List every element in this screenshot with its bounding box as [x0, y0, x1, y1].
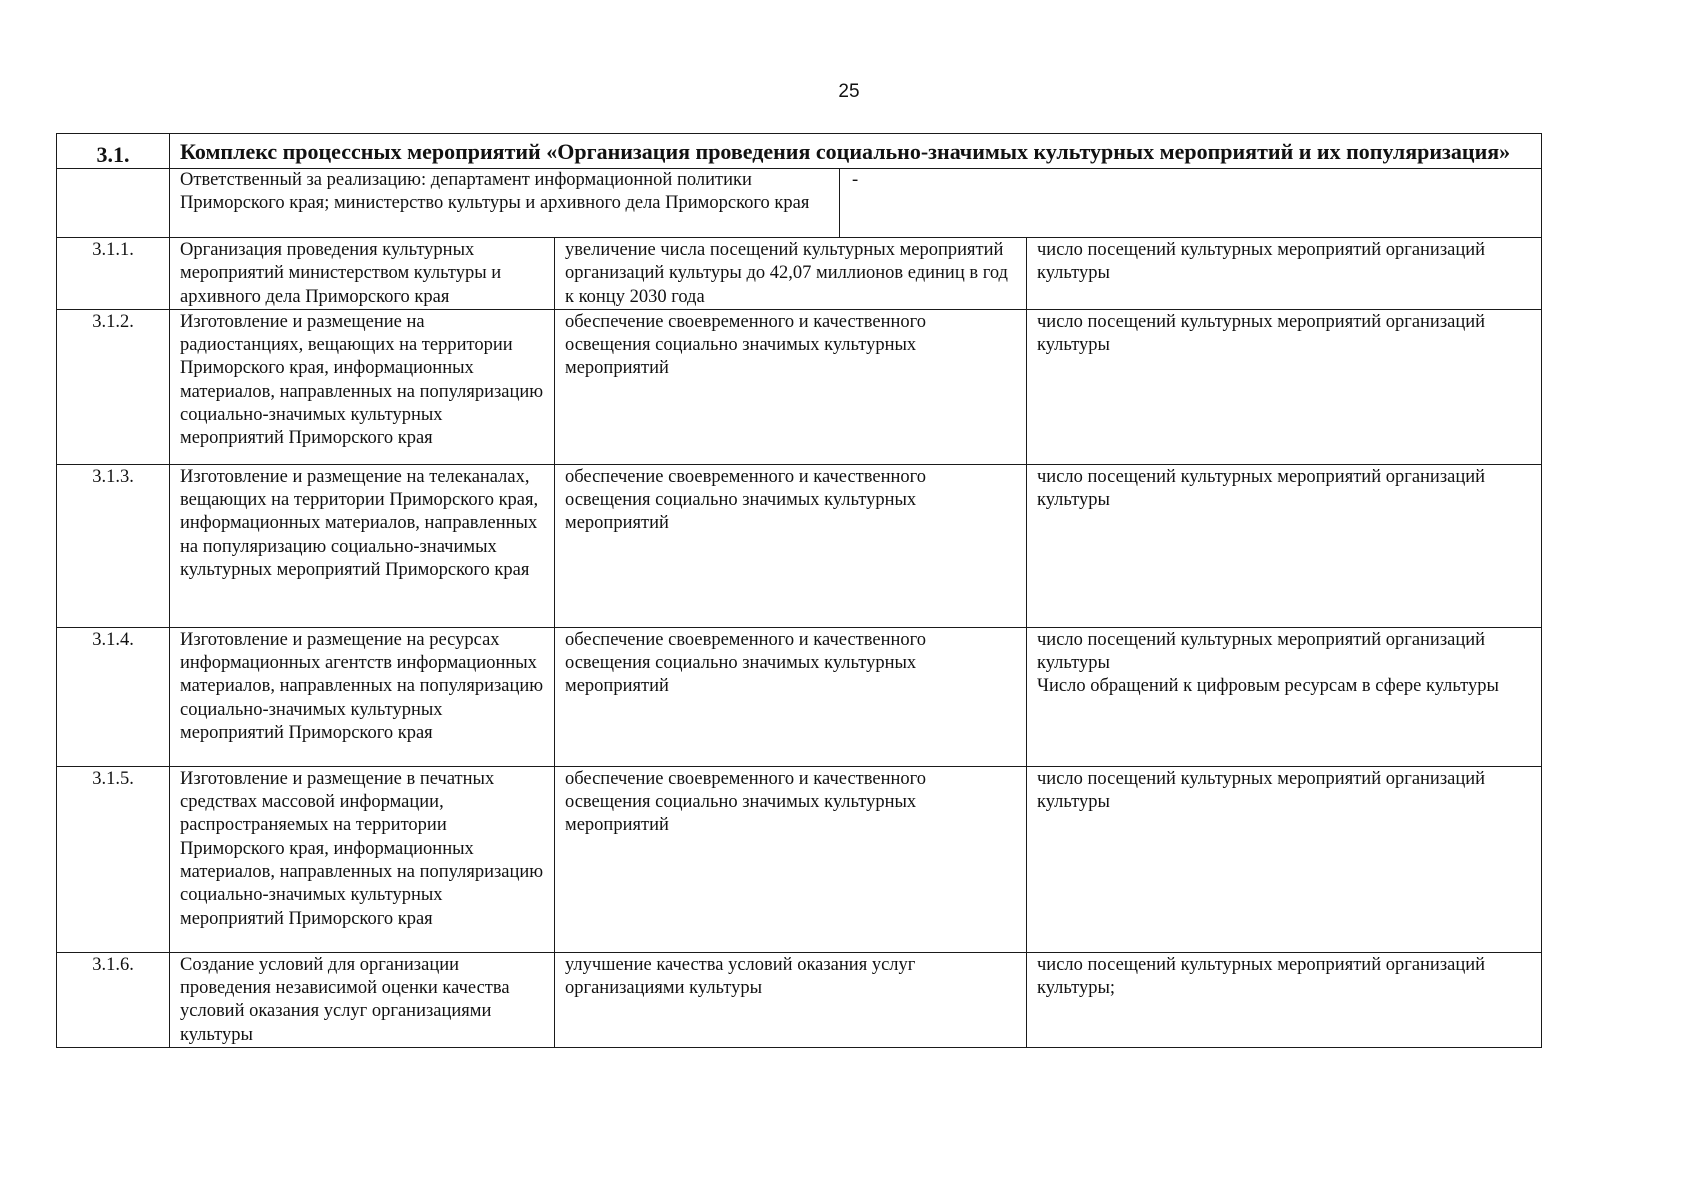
row-number: 3.1.3. — [57, 464, 170, 627]
task-cell: Изготовление и размещение на ресурсах информационных агентств информационных материалов, направленных на популяризацию социально-значимых культурных мероприятий Приморского края — [170, 627, 555, 766]
indicator-text: число посещений культурных мероприятий организаций культуры — [1037, 629, 1486, 674]
indicator-cell — [1027, 238, 1542, 310]
indicator-text: число посещений культурных мероприятий организаций культуры — [1037, 768, 1486, 813]
task-cell: Изготовление и размещение на телеканалах, вещающих на территории Приморского края, информационных материалов, направленных на популяризацию социально-значимых культурных мероприятий Приморского края — [170, 464, 555, 627]
table-row — [57, 309, 1542, 464]
indicator-text: число посещений культурных мероприятий организаций культуры — [1037, 240, 1486, 284]
effect-cell: обеспечение своевременного и качественного освещения социально значимых культурных мероприятий — [555, 309, 1027, 464]
responsible-value: - — [852, 170, 859, 190]
section-header-row — [57, 134, 1542, 169]
responsible-cell — [170, 169, 1542, 238]
task-cell: Организация проведения культурных мероприятий министерством культуры и архивного дела Приморского края — [170, 238, 555, 310]
effect-cell: обеспечение своевременного и качественного освещения социально значимых культурных мероприятий — [555, 464, 1027, 627]
effect-cell: улучшение качества условий оказания услуг организациями культуры — [555, 952, 1027, 1047]
section-number: 3.1. — [57, 134, 170, 169]
responsible-text: Ответственный за реализацию: департамент информационной политики Приморского края; министерство культуры и архивного дела Приморского края — [180, 169, 840, 237]
indicator-text: число посещений культурных мероприятий организаций культуры; — [1037, 954, 1486, 999]
row-number: 3.1.6. — [57, 952, 170, 1047]
row-number: 3.1.1. — [57, 238, 170, 310]
effect-cell: обеспечение своевременного и качественного освещения социально значимых культурных мероприятий — [555, 766, 1027, 952]
indicator-cell — [1027, 952, 1542, 1047]
row-number: 3.1.2. — [57, 309, 170, 464]
task-cell: Изготовление и размещение на радиостанциях, вещающих на территории Приморского края, информационных материалов, направленных на популяризацию социально-значимых культурных мероприятий Приморского края — [170, 309, 555, 464]
table-row — [57, 238, 1542, 310]
effect-cell: обеспечение своевременного и качественного освещения социально значимых культурных мероприятий — [555, 627, 1027, 766]
table-row — [57, 952, 1542, 1047]
section-title: Комплекс процессных мероприятий «Организация проведения социально-значимых культурных мероприятий и их популяризация» — [170, 134, 1542, 169]
task-cell: Изготовление и размещение в печатных средствах массовой информации, распространяемых на территории Приморского края, информационных материалов, направленных на популяризацию социально-значимых культурных мероприятий Приморского края — [170, 766, 555, 952]
indicator-text: Число обращений к цифровым ресурсам в сфере культуры — [1037, 676, 1499, 697]
indicator-cell — [1027, 627, 1542, 766]
table-row — [57, 766, 1542, 952]
indicator-cell — [1027, 464, 1542, 627]
table-row — [57, 464, 1542, 627]
row-number: 3.1.5. — [57, 766, 170, 952]
task-cell: Создание условий для организации проведения независимой оценки качества условий оказания услуг организациями культуры — [170, 952, 555, 1047]
indicator-cell — [1027, 766, 1542, 952]
responsible-row — [57, 169, 1542, 238]
table-row — [57, 627, 1542, 766]
indicator-cell — [1027, 309, 1542, 464]
activities-table — [56, 133, 1542, 1048]
responsible-empty-cell — [57, 169, 170, 238]
indicator-text: число посещений культурных мероприятий организаций культуры — [1037, 311, 1486, 356]
indicator-text: число посещений культурных мероприятий организаций культуры — [1037, 466, 1486, 511]
row-number: 3.1.4. — [57, 627, 170, 766]
effect-cell: увеличение числа посещений культурных мероприятий организаций культуры до 42,07 миллионов единиц в год к концу 2030 года — [555, 238, 1027, 310]
page-number: 25 — [838, 81, 860, 102]
